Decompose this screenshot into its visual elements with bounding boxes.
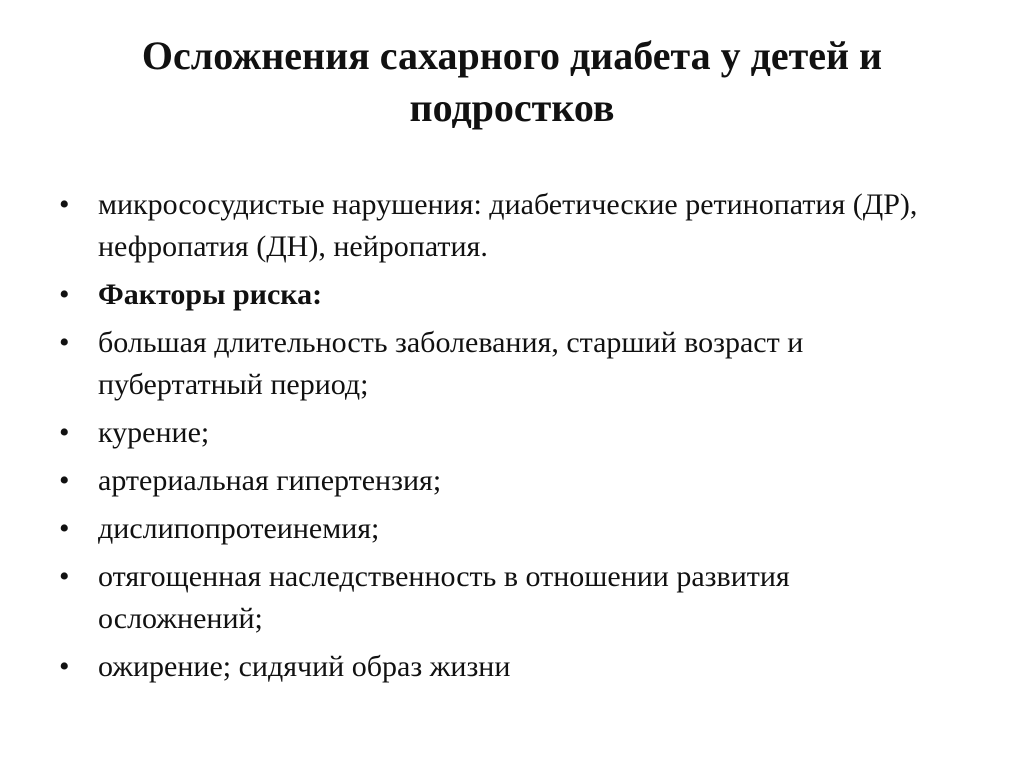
- bullet-text: микрососудистые нарушения: диабетические ретинопатия (ДР), нефропатия (ДН), нейропатия.: [98, 188, 918, 263]
- bullet-icon: •: [59, 326, 70, 359]
- bullet-item-heredity: [56, 556, 956, 640]
- bullet-text: курение;: [98, 416, 210, 449]
- bullet-icon: •: [59, 512, 70, 545]
- bullet-icon: •: [59, 416, 70, 449]
- bullet-icon: •: [59, 188, 70, 221]
- bullet-list: [56, 184, 956, 694]
- bullet-item-obesity-sedentary: [56, 646, 956, 688]
- bullet-text: дислипопротеинемия;: [98, 512, 380, 545]
- bullet-item-microvascular: [56, 184, 956, 268]
- bullet-icon: •: [59, 464, 70, 497]
- bullet-item-hypertension: [56, 460, 956, 502]
- bullet-item-risk-factors-heading: [56, 274, 956, 316]
- bullet-item-dyslipoproteinemia: [56, 508, 956, 550]
- bullet-text: большая длительность заболевания, старший возраст и пубертатный период;: [98, 326, 804, 401]
- bullet-item-duration-age: [56, 322, 956, 406]
- bullet-text: отягощенная наследственность в отношении развития осложнений;: [98, 560, 790, 635]
- bullet-text: Факторы риска:: [98, 278, 323, 311]
- bullet-text: артериальная гипертензия;: [98, 464, 442, 497]
- bullet-icon: •: [59, 650, 70, 683]
- bullet-text: ожирение; сидячий образ жизни: [98, 650, 511, 683]
- slide-title: Осложнения сахарного диабета у детей и подростков: [141, 33, 883, 130]
- bullet-item-smoking: [56, 412, 956, 454]
- bullet-icon: •: [59, 560, 70, 593]
- bullet-icon: •: [59, 278, 70, 311]
